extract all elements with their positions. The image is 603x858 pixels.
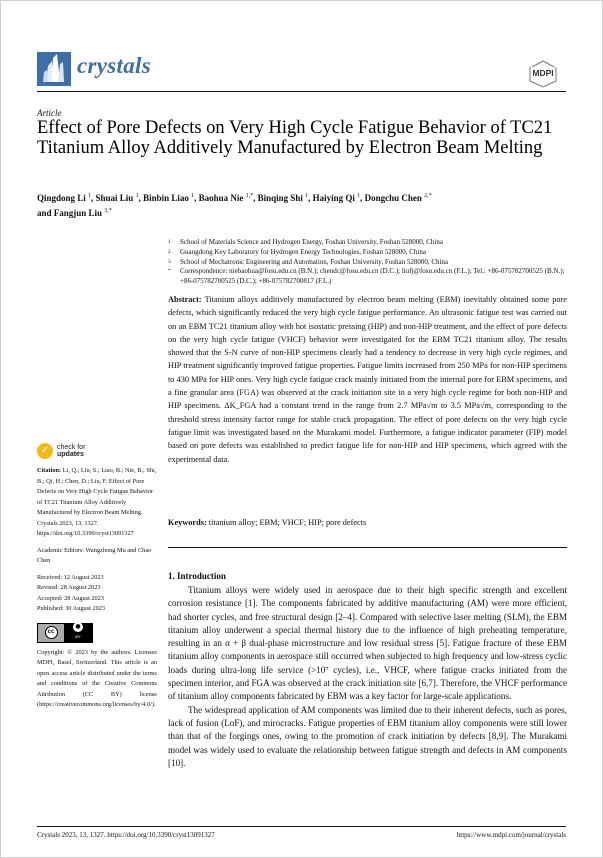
section-rule bbox=[168, 547, 567, 548]
author[interactable]: Qingdong Li $^1$ bbox=[37, 193, 92, 203]
footer-rule bbox=[37, 826, 566, 827]
abstract-text: Titanium alloys additively manufactured by electron beam melting (EBM) inevitably obtained some pore defects, which significantly reduced the very high cycle fatigue performance. An ultrasonic fatigue test was carried out on an EBM TC21 titanium alloy with hot isostatic pressing (HIP) and non-HIP treatment, and the effect of pore defects on the very high cycle fatigue (VHCF) behavior were investigated for the EBM TC21 titanium alloy. The results showed that the S-N curve of non-HIP specimens clearly had a tendency to decrease in very high cycle regimes, and HIP treatment significantly improved fatigue properties. Fatigue limits increased from 250 MPa for non-HIP specimens to 430 MPa for HIP ones. Very high cycle fatigue crack mainly initiated from the internal pore for EBM specimens, and a fine granular area (FGA) was observed at the crack initiation site in a very high cycle regime for both non-HIP and HIP specimens. ΔK_FGA had a constant trend in the range from 2.7 MPa√m to 3.5 MPa√m, corresponding to the threshold stress intensity factor range for stable crack propagation. The effect of pore defects on the very high cycle fatigue limit was investigated based on the Murakami model. Furthermore, a fatigue indicator parameter (FIP) model based on pore defects was established to predict fatigue life for non-HIP and HIP specimens, which agreed with the experimental data. bbox=[168, 295, 567, 464]
keywords-text: titanium alloy; EBM; VHCF; HIP; pore defects bbox=[208, 518, 367, 527]
affiliation-item: 1 School of Materials Science and Hydrogen Energy, Foshan University, Foshan 528000, China bbox=[168, 238, 443, 246]
keywords bbox=[168, 518, 567, 527]
citation bbox=[37, 466, 157, 540]
author[interactable]: Fangjun Liu $^{3,*}$ bbox=[53, 208, 112, 218]
check-updates-line1: check for bbox=[57, 443, 86, 451]
article-sidebar bbox=[37, 440, 157, 711]
abstract bbox=[168, 293, 567, 466]
cc-by-license-badge[interactable] bbox=[37, 623, 93, 643]
affiliation-item: 2 Guangdong Key Laboratory for Hydrogen Energy Technologies, Foshan 528000, China bbox=[168, 247, 426, 256]
correspondence[interactable]: * Correspondence: niebaohua@fosu.edu.cn (B.N.); chendc@fosu.edu.cn (D.C.); liufj@fosu.edu.cn (F.L.); Tel.: +86-075782700525 (B.N.); +86-075782700525 (D.C.); +86-075782700817 (F.L.) bbox=[168, 267, 565, 286]
article-title: Effect of Pore Defects on Very High Cycle Fatigue Behavior of TC21 Titanium Alloy Additively Manufactured by Electron Beam Melting bbox=[37, 118, 553, 158]
affiliation-item: 3 School of Mechatronic Engineering and Automation, Foshan University, Foshan 528000, China bbox=[168, 257, 449, 266]
received-date: Received: 12 August 2023 bbox=[37, 573, 104, 581]
section-heading-introduction: 1. Introduction bbox=[168, 571, 226, 581]
crystal-logo-icon bbox=[37, 52, 71, 86]
check-updates-line2: updates bbox=[57, 451, 84, 458]
header-rule bbox=[37, 91, 566, 92]
copyright-notice: Copyright: © 2023 by the authors. Licensee MDPI, Basel, Switzerland. This article is an open access article distributed under the terms and conditions of the Creative Commons Attribution (CC BY) license (https://creativecommons.org/licenses/by/4.0/). bbox=[37, 648, 157, 708]
author[interactable]: Binbin Liao $^1$ bbox=[143, 193, 195, 203]
author[interactable]: Baohua Nie $^{1,*}$ bbox=[198, 193, 254, 203]
revised-date: Revised: 28 August 2023 bbox=[37, 584, 101, 591]
attribution-person-icon: ● bbox=[73, 622, 83, 632]
checkmark-icon: ✓ bbox=[37, 443, 53, 459]
journal-header bbox=[37, 52, 495, 88]
affiliations bbox=[168, 238, 568, 287]
introduction-body bbox=[168, 584, 567, 770]
citation-label: Citation: bbox=[37, 467, 62, 474]
published-date: Published: 30 August 2023 bbox=[37, 605, 106, 612]
paragraph: The widespread application of AM components was limited due to their inherent defects, such as pores, lack of fusion (LoF), and mirocracks. Fatigue properties of EBM titanium alloy components were still lower than that of the forgings ones, owing to the promotion of crack initiation by defects [8,9]. The Murakami model was widely used to evaluate the relationship between fatigue strength and defects in AM components [10]. bbox=[168, 704, 567, 768]
check-for-updates-button[interactable] bbox=[37, 440, 157, 462]
authors-and: and bbox=[37, 208, 52, 218]
mdpi-logo-text: MDPI bbox=[532, 68, 554, 78]
author[interactable]: Dongchu Chen $^{2,*}$ bbox=[364, 193, 432, 203]
footer-citation[interactable]: Crystals 2023, 13, 1327. https://doi.org/10.3390/cryst13091327 bbox=[37, 831, 215, 839]
paragraph: Titanium alloys were widely used in aerospace due to their high specific strength and excellent corrosion resistance [1]. The components fabricated by additive manufacturing (AM) were more efficient, had shorter cycles, and free structural design [2–4]. Compared with selective laser melting (SLM), the EBM titanium alloy underwent a special thermal history due to the influence of high preheating temperature, resulting in an α + β dual-phase microstructure and low residual stress [5]. Fatigue fracture of these EBM titanium alloy components in aerospace still occurred when subjected to high frequency and low-stress cyclic loads during ultra-long life service (>10⁷ cycles), i.e., VHCF, where fatigue cracks initiated from the specimen interior, and FGA was observed at the crack initiation site [6,7]. Therefore, the VHCF performance of titanium alloy components fabricated by EBM was a key factor for large-scale applications. bbox=[168, 585, 567, 702]
journal-name[interactable]: crystals bbox=[77, 53, 151, 78]
author[interactable]: Haiying Qi $^1$ bbox=[312, 193, 361, 203]
academic-editors: Academic Editors: Wangzhong Mu and Chao Chen bbox=[37, 546, 152, 564]
by-label: BY bbox=[75, 634, 81, 640]
author[interactable]: Shuai Liu $^1$ bbox=[95, 193, 139, 203]
dates bbox=[37, 573, 157, 615]
abstract-label: Abstract: bbox=[168, 295, 202, 304]
author-list: Qingdong Li $^1$, Shuai Liu $^1$, Binbin Liao $^1$, Baohua Nie $^{1,*}$, Binqing Shi $^1$, Haiying Qi $^1$, Dongchu Chen $^{2,*}$ and Fangjun Liu $^{3,*}$ bbox=[37, 193, 432, 218]
author[interactable]: Binqing Shi $^1$ bbox=[257, 193, 309, 203]
creative-commons-icon: cc bbox=[45, 626, 58, 639]
accepted-date: Accepted: 28 August 2023 bbox=[37, 594, 104, 602]
citation-text[interactable]: Li, Q.; Liu, S.; Liao, B.; Nie, B.; Shi, B.; Qi, H.; Chen, D.; Liu, F. Effect of Pore Defects on Very High Cycle Fatigue Behavior of TC21 Titanium Alloy Additively Manufactured by Electron Beam Melting. Crystals 2023, 13, 1327. https://doi.org/10.3390/cryst13091327 bbox=[37, 467, 157, 537]
keywords-label: Keywords: bbox=[168, 518, 207, 527]
mdpi-logo[interactable] bbox=[528, 60, 558, 88]
article-type: Article bbox=[37, 108, 62, 118]
footer-journal-url[interactable]: https://www.mdpi.com/journal/crystals bbox=[456, 831, 566, 839]
